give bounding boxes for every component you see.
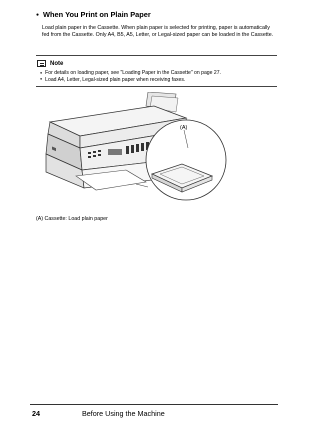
section-heading-text: When You Print on Plain Paper (43, 10, 151, 19)
note-item (40, 77, 277, 84)
note-box (36, 55, 277, 87)
note-item-text: Load A4, Letter, Legal-sized plain paper when receiving faxes. (45, 76, 186, 83)
note-item (40, 70, 277, 77)
note-header (36, 59, 277, 68)
figure-caption: (A) Cassette: Load plain paper (36, 216, 108, 222)
footer-section-title: Before Using the Machine (82, 409, 165, 418)
section-body: Load plain paper in the Cassette. When plain paper is selected for printing, paper is automatically fed from the Cassette. Only A4, B5, A5, Letter, or Legal-sized paper can be loaded in the Cassette. (42, 25, 274, 39)
note-icon (37, 60, 46, 67)
section-heading (36, 10, 151, 19)
bullet-icon: ● (40, 77, 43, 82)
heading-bullet-icon: ● (36, 12, 40, 18)
note-title: Note (50, 60, 64, 67)
page-number: 24 (32, 409, 40, 418)
footer-divider (30, 404, 278, 405)
bullet-icon: ● (40, 70, 43, 75)
printer-illustration (36, 92, 236, 217)
note-item-text: For details on loading paper, see "Loading Paper in the Cassette" on page 27. (45, 70, 221, 76)
note-list (40, 70, 277, 83)
figure-callout-label: (A) (180, 125, 188, 131)
printer-drawing (36, 92, 236, 212)
